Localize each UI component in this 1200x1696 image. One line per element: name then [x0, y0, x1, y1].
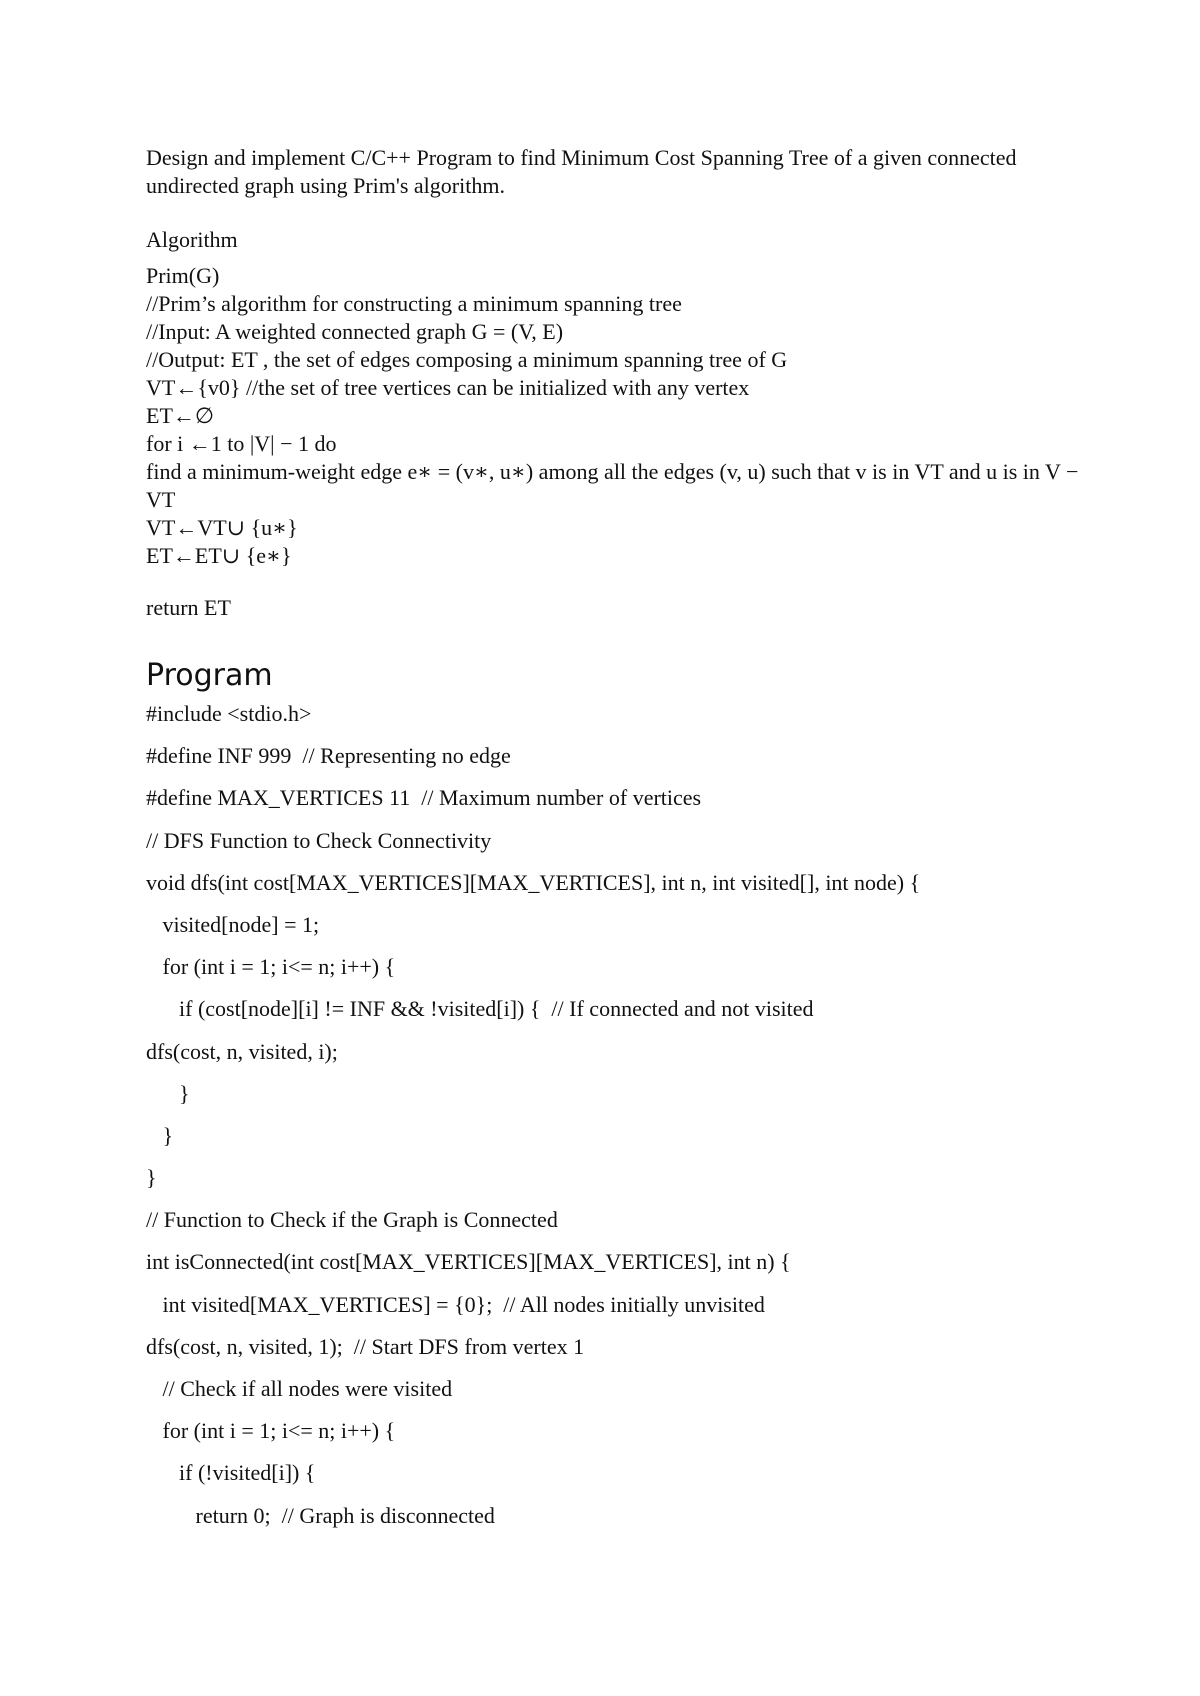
- code-line: #define MAX_VERTICES 11 // Maximum number of vertices: [146, 785, 702, 811]
- algorithm-line: //Output: ET , the set of edges composing a minimum spanning tree of G: [146, 347, 788, 372]
- algorithm-line: //Input: A weighted connected graph G = (V, E): [146, 319, 564, 344]
- code-line: return 0; // Graph is disconnected: [146, 1502, 495, 1528]
- algorithm-line: VT←VT∪ {u∗}: [146, 515, 298, 540]
- algorithm-line: Prim(G): [146, 263, 220, 288]
- code-line: #include <stdio.h>: [146, 701, 312, 726]
- algorithm-line: ET←ET∪ {e∗}: [146, 543, 292, 568]
- code-line: if (!visited[i]) {: [146, 1460, 316, 1486]
- code-line: }: [146, 1165, 157, 1191]
- code-line: for (int i = 1; i<= n; i++) {: [146, 954, 396, 980]
- code-line: // DFS Function to Check Connectivity: [146, 827, 492, 853]
- algorithm-line: VT←{v0} //the set of tree vertices can be initialized with any vertex: [146, 375, 750, 400]
- algorithm-return: return ET: [146, 595, 231, 620]
- program-heading: Program: [146, 658, 273, 693]
- algorithm-block: [146, 262, 1086, 570]
- algorithm-line: ET←∅: [146, 403, 215, 428]
- code-line: // Check if all nodes were visited: [146, 1376, 453, 1401]
- code-line: dfs(cost, n, visited, i);: [146, 1038, 338, 1064]
- code-line: int visited[MAX_VERTICES] = {0}; // All nodes initially unvisited: [146, 1291, 765, 1317]
- algorithm-line: for i ←1 to |V| − 1 do: [146, 431, 337, 456]
- code-line: int isConnected(int cost[MAX_VERTICES][MAX_VERTICES], int n) {: [146, 1249, 791, 1275]
- algorithm-line: //Prim’s algorithm for constructing a minimum spanning tree: [146, 291, 682, 316]
- algorithm-heading: Algorithm: [146, 227, 238, 252]
- code-line: dfs(cost, n, visited, 1); // Start DFS from vertex 1: [146, 1333, 585, 1359]
- code-line: // Function to Check if the Graph is Connected: [146, 1207, 558, 1233]
- code-line: #define INF 999 // Representing no edge: [146, 743, 511, 769]
- program-code: [146, 700, 1106, 1544]
- code-line: }: [146, 1122, 174, 1148]
- code-line: visited[node] = 1;: [146, 911, 320, 937]
- code-line: }: [146, 1080, 190, 1106]
- intro-paragraph: Design and implement C/C++ Program to find Minimum Cost Spanning Tree of a given connected undirected graph using Prim's algorithm.: [146, 145, 1017, 198]
- code-line: for (int i = 1; i<= n; i++) {: [146, 1418, 396, 1444]
- algorithm-line: find a minimum-weight edge e∗ = (v∗, u∗) among all the edges (v, u) such that v is in VT and u is in V − VT: [146, 459, 1084, 512]
- code-line: void dfs(int cost[MAX_VERTICES][MAX_VERTICES], int n, int visited[], int node) {: [146, 869, 921, 895]
- code-line: if (cost[node][i] != INF && !visited[i]) { // If connected and not visited: [146, 996, 814, 1022]
